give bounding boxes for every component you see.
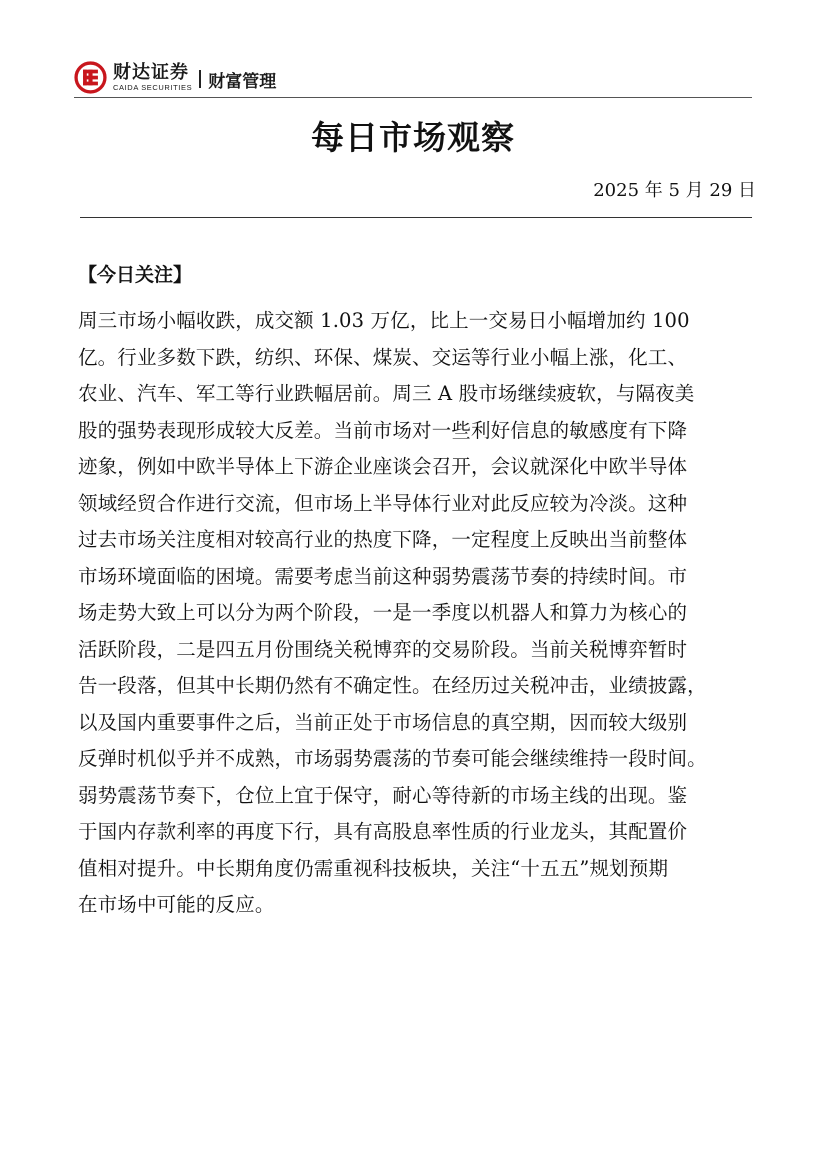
body-line: 场走势大致上可以分为两个阶段，一是一季度以机器人和算力为核心的 — [78, 601, 688, 624]
section-heading: 【今日关注】 — [78, 264, 193, 286]
body-line: 弱势震荡节奏下，仓位上宜于保守，耐心等待新的市场主线的出现。鉴 — [78, 783, 688, 807]
body-paragraph — [78, 303, 768, 924]
header-divider — [199, 70, 201, 88]
brand-name-cn: 财达证券 — [113, 61, 189, 83]
body-line: 反弹时机似乎并不成熟，市场弱势震荡的节奏可能会继续维持一段时间。 — [78, 747, 707, 770]
body-line: 以及国内重要事件之后，当前正处于市场信息的真空期，因而较大级别 — [78, 710, 688, 734]
body-line: 市场环境面临的困境。需要考虑当前这种弱势震荡节奏的持续时间。市 — [78, 564, 688, 588]
page-title: 每日市场观察 — [311, 118, 515, 157]
report-date: 2025 年 5 月 29 日 — [593, 180, 756, 201]
brand-wordmark — [113, 63, 192, 92]
brand-name-en: CAIDA SECURITIES — [113, 82, 193, 92]
body-line: 领域经贸合作进行交流，但市场上半导体行业对此反应较为冷淡。这种 — [78, 491, 688, 515]
body-line: 活跃阶段，二是四五月份围绕关税博弈的交易阶段。当前关税博弈暂时 — [78, 637, 688, 661]
body-line: 告一段落，但其中长期仍然有不确定性。在经历过关税冲击，业绩披露， — [78, 674, 707, 697]
body-line: 周三市场小幅收跌，成交额 1.03 万亿，比上一交易日小幅增加约 100 — [78, 309, 690, 332]
report-header — [74, 58, 276, 96]
body-line: 过去市场关注度相对较高行业的热度下降，一定程度上反映出当前整体 — [78, 528, 688, 551]
body-line: 农业、汽车、军工等行业跌幅居前。周三 A 股市场继续疲软，与隔夜美 — [78, 382, 695, 405]
header-rule — [74, 97, 752, 98]
caida-logo-icon — [74, 61, 107, 94]
body-line: 于国内存款利率的再度下行，具有高股息率性质的行业龙头，其配置价 — [78, 820, 688, 843]
body-line: 亿。行业多数下跌，纺织、环保、煤炭、交运等行业小幅上涨，化工、 — [78, 345, 688, 369]
body-line: 迹象，例如中欧半导体上下游企业座谈会召开，会议就深化中欧半导体 — [78, 455, 688, 478]
body-line: 值相对提升。中长期角度仍需重视科技板块，关注“十五五”规划预期 — [78, 856, 669, 880]
division-name: 财富管理 — [208, 71, 277, 92]
body-line: 股的强势表现形成较大反差。当前市场对一些利好信息的敏感度有下降 — [78, 418, 688, 442]
date-rule — [80, 217, 752, 218]
body-line: 在市场中可能的反应。 — [78, 893, 275, 916]
